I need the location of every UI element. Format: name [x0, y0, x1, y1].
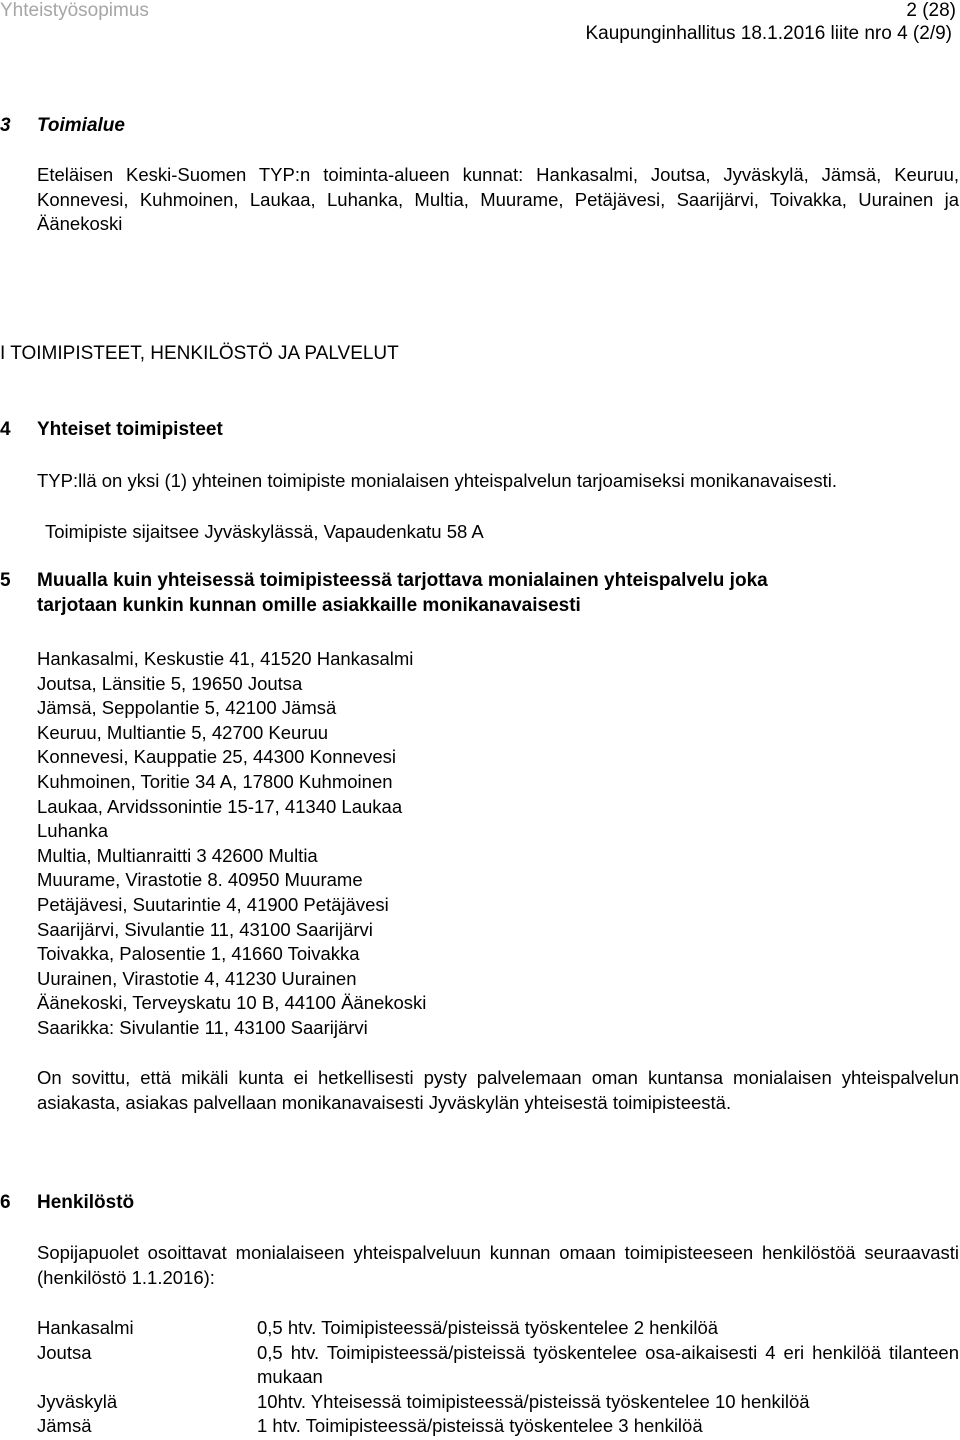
- staff-description: 1 htv. Toimipisteessä/pisteissä työskentelee 3 henkilöä: [257, 1415, 703, 1436]
- address-item: Muurame, Virastotie 8. 40950 Muurame: [37, 869, 363, 891]
- staff-municipality: Jämsä: [37, 1415, 92, 1436]
- staff-list: [37, 1316, 959, 1439]
- section-3-title: Toimialue: [37, 115, 125, 136]
- page-number: 2 (28): [906, 0, 956, 21]
- address-list: [37, 647, 426, 1041]
- section-6-intro: Sopijapuolet osoittavat monialaiseen yhteispalveluun kunnan omaan toimipisteeseen henkilöstöä seuraavasti (henkilöstö 1.1.2016):: [37, 1242, 959, 1288]
- address-item: Joutsa, Länsitie 5, 19650 Joutsa: [37, 672, 303, 694]
- address-item: Saarijärvi, Sivulantie 11, 43100 Saarijärvi: [37, 918, 373, 940]
- staff-description: 0,5 htv. Toimipisteessä/pisteissä työskentelee osa-aikaisesti 4 eri henkilöä tilanteen mukaan: [257, 1341, 959, 1387]
- address-item: Multia, Multianraitti 3 42600 Multia: [37, 844, 318, 866]
- staff-municipality: Joutsa: [37, 1341, 92, 1363]
- section-4-text-2: Toimipiste sijaitsee Jyväskylässä, Vapaudenkatu 58 A: [45, 521, 484, 542]
- section-4-heading: [0, 418, 223, 443]
- address-item: Hankasalmi, Keskustie 41, 41520 Hankasalmi: [37, 648, 414, 669]
- section-6-heading: [0, 1191, 134, 1216]
- address-item: Toivakka, Palosentie 1, 41660 Toivakka: [37, 943, 360, 965]
- section-4-text-1: TYP:llä on yksi (1) yhteinen toimipiste monialaisen yhteispalvelun tarjoamiseksi monikanavaisesti.: [37, 470, 837, 491]
- staff-row: [37, 1316, 959, 1341]
- section-5-heading: [0, 569, 768, 618]
- section-5-note: On sovittu, että mikäli kunta ei hetkellisesti pysty palvelemaan oman kuntansa monialaisen yhteispalvelun asiakasta, asiakas palvellaan monikanavaisesti Jyväskylän yhteisestä toimipisteestä.: [37, 1067, 959, 1113]
- address-item: Konnevesi, Kauppatie 25, 44300 Konnevesi: [37, 746, 396, 768]
- staff-municipality: Jyväskylä: [37, 1390, 118, 1412]
- staff-description: 10htv. Yhteisessä toimipisteessä/pisteissä työskentelee 10 henkilöä: [257, 1390, 810, 1412]
- staff-row: [37, 1341, 959, 1390]
- staff-description: 0,5 htv. Toimipisteessä/pisteissä työskentelee 2 henkilöä: [257, 1317, 719, 1338]
- section-6-title: Henkilöstö: [37, 1192, 135, 1213]
- address-item: Kuhmoinen, Toritie 34 A, 17800 Kuhmoinen: [37, 770, 393, 792]
- attachment-reference: Kaupunginhallitus 18.1.2016 liite nro 4 (2/9): [585, 23, 952, 44]
- address-item: Petäjävesi, Suutarintie 4, 41900 Petäjävesi: [37, 893, 389, 915]
- address-item: Keuruu, Multiantie 5, 42700 Keuruu: [37, 721, 329, 743]
- section-5-title-line-1: Muualla kuin yhteisessä toimipisteessä tarjottava monialainen yhteispalvelu joka: [37, 570, 768, 591]
- address-item: Jämsä, Seppolantie 5, 42100 Jämsä: [37, 697, 337, 719]
- section-3-number: 3: [0, 115, 11, 136]
- section-6-number: 6: [0, 1192, 11, 1213]
- section-5-title-line-2: tarjotaan kunkin kunnan omille asiakkaille monikanavaisesti: [37, 594, 581, 616]
- address-item: Luhanka: [37, 820, 108, 842]
- address-item: Uurainen, Virastotie 4, 41230 Uurainen: [37, 967, 357, 989]
- address-item: Saarikka: Sivulantie 11, 43100 Saarijärvi: [37, 1016, 368, 1038]
- staff-row: [37, 1390, 959, 1415]
- section-4-number: 4: [0, 419, 11, 440]
- section-5-number: 5: [0, 570, 11, 591]
- document-title: Yhteistyösopimus: [0, 0, 149, 21]
- staff-row: [37, 1414, 959, 1439]
- staff-municipality: Hankasalmi: [37, 1317, 134, 1338]
- part-1-title: I TOIMIPISTEET, HENKILÖSTÖ JA PALVELUT: [0, 343, 399, 364]
- address-item: Laukaa, Arvidssonintie 15-17, 41340 Laukaa: [37, 795, 403, 817]
- address-item: Äänekoski, Terveyskatu 10 B, 44100 Äänekoski: [37, 992, 427, 1014]
- section-3-text: Eteläisen Keski-Suomen TYP:n toiminta-alueen kunnat: Hankasalmi, Joutsa, Jyväskylä, Jämsä, Keuruu, Konnevesi, Kuhmoinen, Laukaa, Luhanka, Multia, Muurame, Petäjävesi, Saarijärvi, Toivakka, Uurainen ja Äänekoski: [37, 164, 959, 234]
- section-4-title: Yhteiset toimipisteet: [37, 419, 223, 440]
- section-3-heading: [0, 114, 125, 139]
